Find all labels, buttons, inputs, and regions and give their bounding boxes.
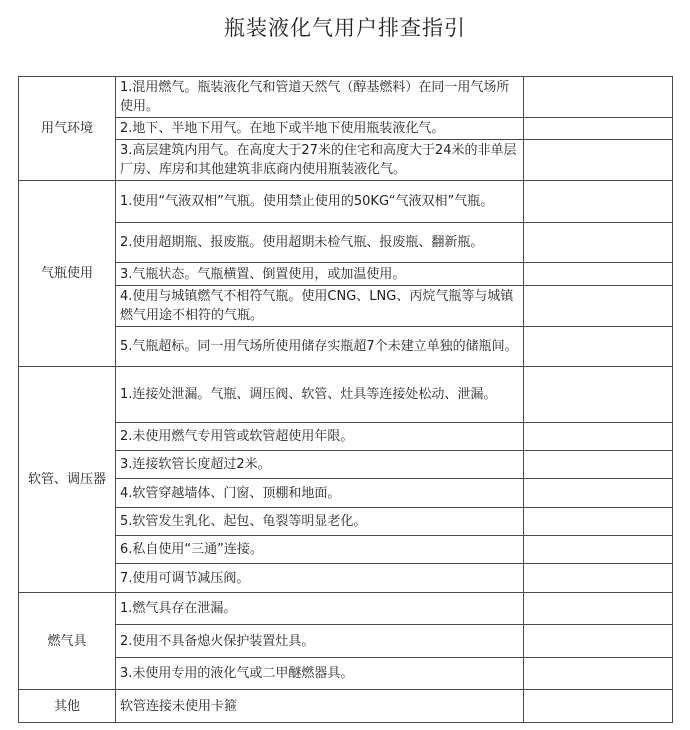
- blank-cell: [524, 625, 673, 658]
- blank-cell: [524, 564, 673, 593]
- check-item: 3.高层建筑内用气。在高度大于27米的住宅和高度大于24米的非单层厂房、库房和其他建筑非底商内使用瓶装液化气。: [116, 140, 524, 181]
- table-row: [19, 564, 673, 593]
- table-row: [19, 536, 673, 564]
- category-cell: 气瓶使用: [19, 181, 116, 367]
- category-cell: 燃气具: [19, 593, 116, 690]
- table-row: [19, 423, 673, 451]
- blank-cell: [524, 593, 673, 625]
- check-item: 4.软管穿越墙体、门窗、顶棚和地面。: [116, 479, 524, 508]
- check-item: 2.使用超期瓶、报废瓶。使用超期未检气瓶、报废瓶、翻新瓶。: [116, 223, 524, 263]
- table-row: [19, 367, 673, 423]
- table-row: [19, 451, 673, 479]
- check-item: 软管连接未使用卡箍: [116, 690, 524, 723]
- check-item: 6.私自使用“三通”连接。: [116, 536, 524, 564]
- table-row: [19, 140, 673, 181]
- check-item: 1.混用燃气。瓶装液化气和管道天然气（醇基燃料）在同一用气场所使用。: [116, 77, 524, 118]
- check-item: 2.地下、半地下用气。在地下或半地下使用瓶装液化气。: [116, 118, 524, 140]
- table-row: [19, 223, 673, 263]
- blank-cell: [524, 118, 673, 140]
- table-row: [19, 593, 673, 625]
- blank-cell: [524, 423, 673, 451]
- table-row: [19, 327, 673, 367]
- check-item: 5.软管发生乳化、起包、龟裂等明显老化。: [116, 508, 524, 536]
- check-item: 2.使用不具备熄火保护装置灶具。: [116, 625, 524, 658]
- blank-cell: [524, 508, 673, 536]
- category-cell: 其他: [19, 690, 116, 723]
- table-row: [19, 658, 673, 690]
- check-item: 3.连接软管长度超过2米。: [116, 451, 524, 479]
- blank-cell: [524, 181, 673, 223]
- page-title: 瓶装液化气用户排查指引: [224, 16, 466, 40]
- check-item: 1.使用“气液双相”气瓶。使用禁止使用的50KG“气液双相”气瓶。: [116, 181, 524, 223]
- check-item: 4.使用与城镇燃气不相符气瓶。使用CNG、LNG、丙烷气瓶等与城镇燃气用途不相符的气瓶。: [116, 286, 524, 327]
- table-row: [19, 263, 673, 286]
- checklist-table: [18, 76, 673, 723]
- check-item: 2.未使用燃气专用管或软管超使用年限。: [116, 423, 524, 451]
- blank-cell: [524, 536, 673, 564]
- blank-cell: [524, 451, 673, 479]
- table-row: [19, 181, 673, 223]
- check-item: 3.未使用专用的液化气或二甲醚燃器具。: [116, 658, 524, 690]
- table-row: [19, 286, 673, 327]
- table-row: [19, 479, 673, 508]
- check-item: 3.气瓶状态。气瓶横置、倒置使用，或加温使用。: [116, 263, 524, 286]
- table-row: [19, 77, 673, 118]
- blank-cell: [524, 658, 673, 690]
- blank-cell: [524, 327, 673, 367]
- blank-cell: [524, 140, 673, 181]
- blank-cell: [524, 479, 673, 508]
- blank-cell: [524, 223, 673, 263]
- table-row: [19, 118, 673, 140]
- blank-cell: [524, 77, 673, 118]
- check-item: 5.气瓶超标。同一用气场所使用储存实瓶超7个未建立单独的储瓶间。: [116, 327, 524, 367]
- table-row: [19, 690, 673, 723]
- blank-cell: [524, 286, 673, 327]
- blank-cell: [524, 367, 673, 423]
- category-cell: 用气环境: [19, 77, 116, 181]
- blank-cell: [524, 263, 673, 286]
- blank-cell: [524, 690, 673, 723]
- check-item: 7.使用可调节减压阀。: [116, 564, 524, 593]
- category-cell: 软管、调压器: [19, 367, 116, 593]
- check-item: 1.燃气具存在泄漏。: [116, 593, 524, 625]
- table-row: [19, 625, 673, 658]
- table-row: [19, 508, 673, 536]
- check-item: 1.连接处泄漏。气瓶、调压阀、软管、灶具等连接处松动、泄漏。: [116, 367, 524, 423]
